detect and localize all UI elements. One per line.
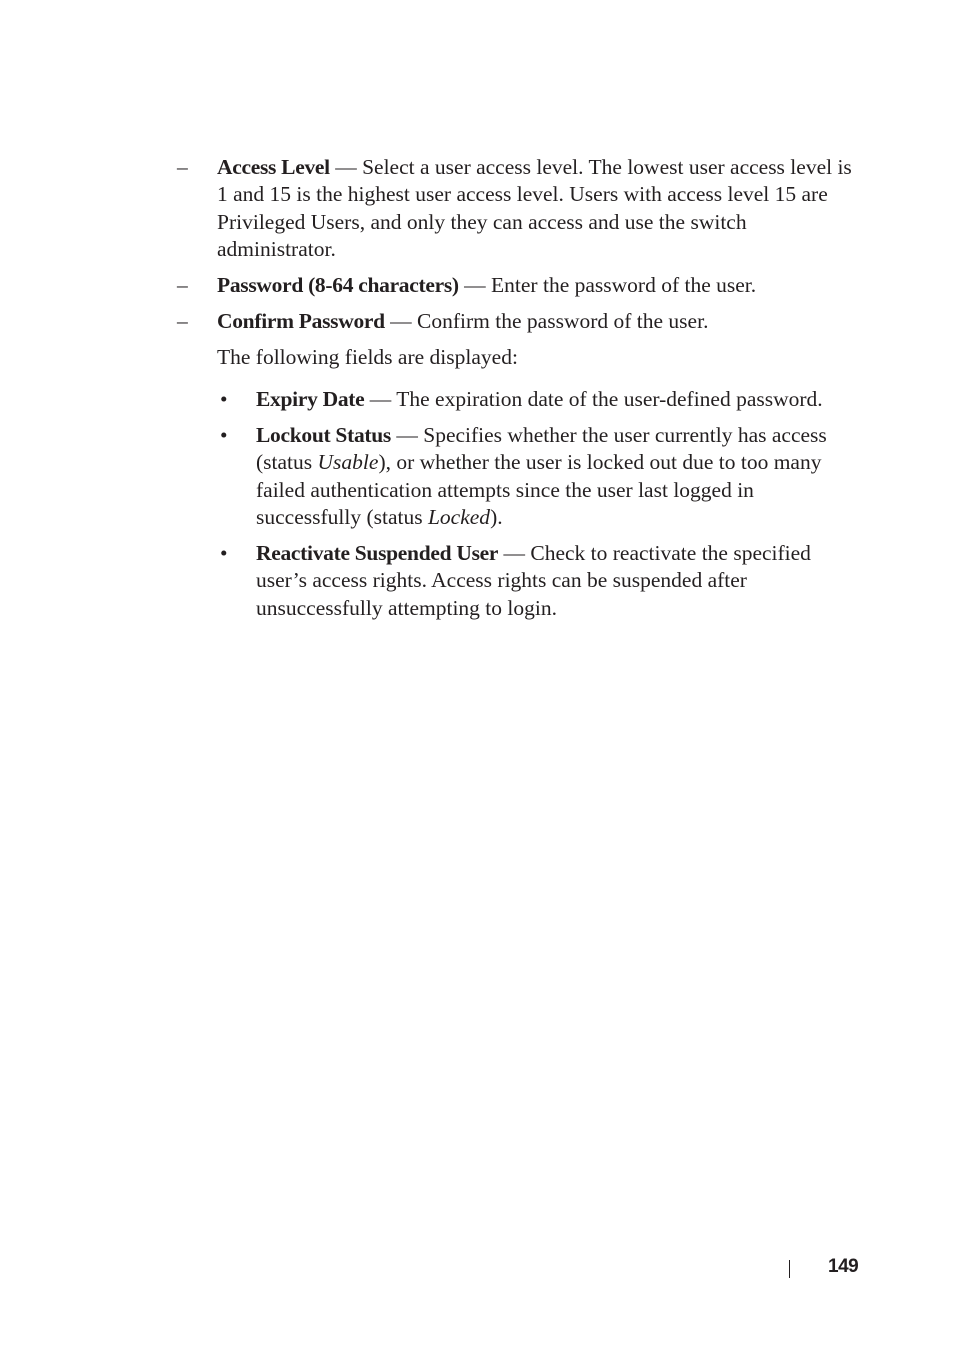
list-item-password <box>177 272 862 299</box>
bullet-item-reactivate-suspended-user <box>220 540 862 622</box>
bullet-marker: • <box>220 387 228 411</box>
bullet-item-expiry-date <box>220 386 862 413</box>
term-access-level: Access Level <box>217 155 330 179</box>
term-reactivate-suspended-user: Reactivate Suspended User <box>256 541 499 565</box>
separator: — <box>329 155 363 179</box>
status-locked: Locked <box>427 505 491 530</box>
description-password: Enter the password of the user. <box>491 273 757 297</box>
intro-text: The following fields are displayed: <box>217 345 518 369</box>
status-usable: Usable <box>317 450 379 475</box>
description-access-level: Select a user access level. The lowest user access level is 1 and 15 is the highest user access level. Users with access level 15 are Privileged Users, and only they can access and use the switch administrator. <box>217 155 852 262</box>
description-lockout-status-c: ). <box>490 505 503 530</box>
bullet-marker: • <box>220 541 228 565</box>
description-expiry-date: The expiration date of the user-defined password. <box>396 387 823 411</box>
description-lockout-status-b: ), or whether the user is locked out due to too many failed authentication attempts since the user last logged in successfully (status <box>256 450 822 530</box>
term-expiry-date: Expiry Date <box>256 387 365 411</box>
description-reactivate-suspended-user: Check to reactivate the specified user’s access rights. Access rights can be suspended after unsuccessfully attempting to login. <box>256 541 811 620</box>
bullet-marker: • <box>220 423 228 447</box>
term-password: Password (8-64 characters) <box>217 273 459 297</box>
term-confirm-password: Confirm Password <box>217 309 385 333</box>
list-item-confirm-password <box>177 308 862 335</box>
separator: — <box>458 273 492 297</box>
separator: — <box>364 387 397 411</box>
separator: — <box>384 309 418 333</box>
separator: — <box>498 541 531 565</box>
page-number: 149 <box>828 1256 859 1277</box>
description-confirm-password: Confirm the password of the user. <box>417 309 709 333</box>
dash-marker: – <box>177 309 188 333</box>
bullet-item-lockout-status <box>220 422 862 532</box>
footer-divider <box>789 1260 790 1278</box>
list-item-access-level <box>177 154 862 264</box>
term-lockout-status: Lockout Status <box>256 423 391 447</box>
separator: — <box>390 423 424 447</box>
dash-marker: – <box>177 273 188 297</box>
description-lockout-status-a: Specifies whether the user currently has access (status <box>256 423 827 475</box>
dash-marker: – <box>177 155 188 179</box>
